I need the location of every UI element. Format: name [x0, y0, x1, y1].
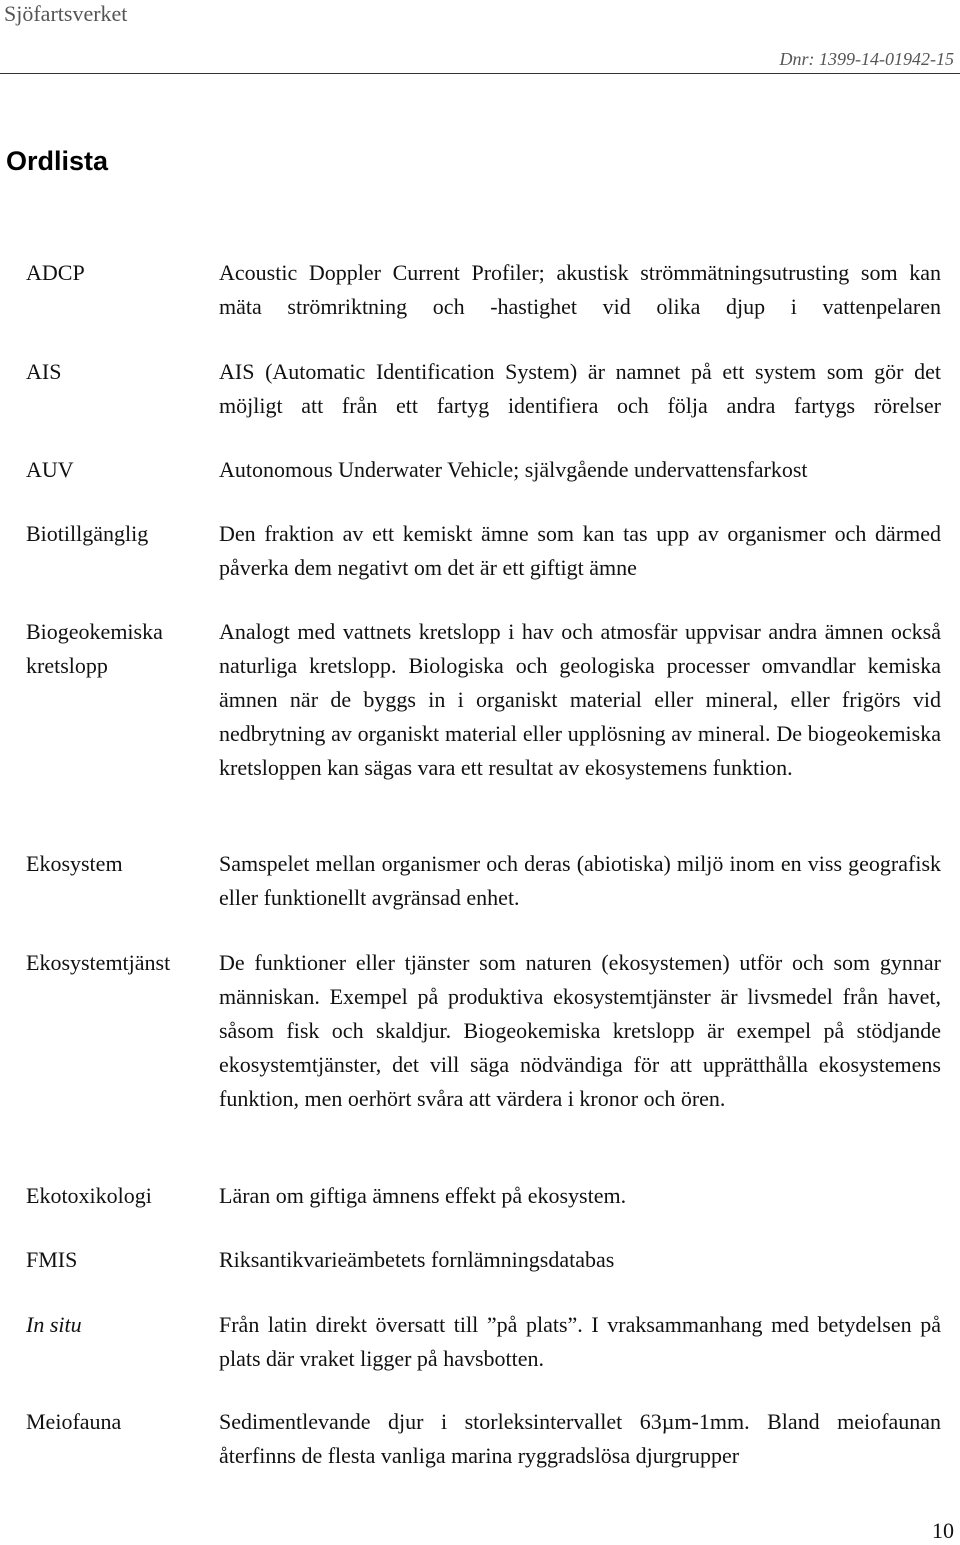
glossary-term: Ekotoxikologi	[26, 1183, 152, 1208]
glossary-term: Ekosystemtjänst	[26, 950, 171, 975]
glossary-definition: Den fraktion av ett kemiskt ämne som kan tas upp av organismer och därmed påverka dem negativt om det är ett giftigt ämne	[219, 521, 941, 580]
glossary-definition: Analogt med vattnets kretslopp i hav och atmosfär uppvisar andra ämnen också naturliga kretslopp. Biologiska och geologiska processer omvandlar kemiska ämnen när de byggs in i organiskt material eller mineral, eller frigörs vid nedbrytning av organiskt material eller upplösning av mineral. De biogeokemiska kretsloppen kan sägas vara ett resultat av ekosystemens funktion.	[219, 619, 941, 780]
header-divider	[0, 73, 960, 74]
glossary-term: Ekosystem	[26, 851, 123, 876]
glossary-term: AIS	[26, 359, 62, 384]
glossary-term: ADCP	[26, 260, 85, 285]
glossary-definition: Läran om giftiga ämnens effekt på ekosystem.	[219, 1183, 627, 1208]
page-title: Ordlista	[6, 146, 109, 176]
glossary-term: FMIS	[26, 1247, 78, 1272]
glossary-definition: Acoustic Doppler Current Profiler; akustisk strömmätningsutrusting som kan mäta strömriktning och -hastighet vid olika djup i vattenpelaren	[219, 260, 941, 319]
glossary-definition: AIS (Automatic Identification System) är namnet på ett system som gör det möjligt att från ett fartyg identifiera och följa andra fartygs rörelser	[219, 359, 941, 418]
page-number: 10	[932, 1518, 954, 1543]
glossary-term: Biogeokemiska kretslopp	[26, 619, 163, 678]
glossary-definition: Riksantikvarieämbetets fornlämningsdatabas	[219, 1247, 615, 1272]
glossary-term: Meiofauna	[26, 1409, 122, 1434]
header-document-number: Dnr: 1399-14-01942-15	[779, 49, 954, 69]
glossary-term: AUV	[26, 457, 74, 482]
glossary-definition: Autonomous Underwater Vehicle; självgående undervattensfarkost	[219, 457, 808, 482]
glossary-definition: Samspelet mellan organismer och deras (abiotiska) miljö inom en viss geografisk eller funktionellt avgränsad enhet.	[219, 851, 941, 910]
header-organization: Sjöfartsverket	[4, 1, 128, 26]
glossary-definition: Sedimentlevande djur i storleksintervallet 63µm-1mm. Bland meiofaunan återfinns de flesta vanliga marina ryggradslösa djurgrupper	[219, 1409, 941, 1468]
glossary-term: In situ	[26, 1312, 82, 1337]
glossary-definition: De funktioner eller tjänster som naturen (ekosystemen) utför och som gynnar människan. Exempel på produktiva ekosystemtjänster är livsmedel från havet, såsom fisk och skaldjur. Biogeokemiska kretslopp är exempel på stödjande ekosystemtjänster, det vill säga nödvändiga för att upprätthålla ekosystemens funktion, men oerhört svåra att värdera i kronor och ören.	[219, 950, 941, 1111]
glossary-definition: Från latin direkt översatt till ”på plats”. I vraksammanhang med betydelsen på plats där vraket ligger på havsbotten.	[219, 1312, 941, 1371]
glossary-term: Biotillgänglig	[26, 521, 149, 546]
